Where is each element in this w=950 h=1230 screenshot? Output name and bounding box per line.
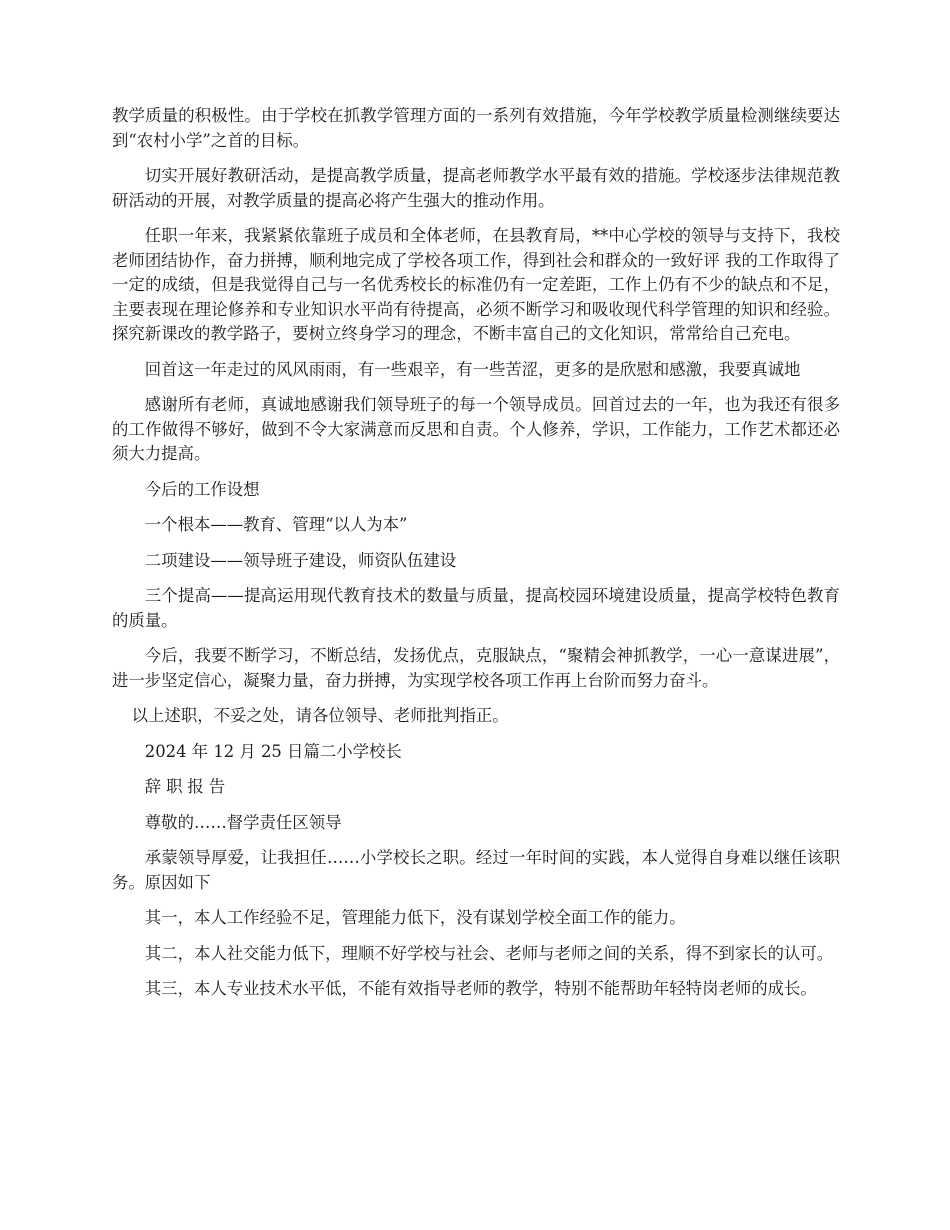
paragraph-resignation-intro: 承蒙领导厚爱，让我担任……小学校长之职。经过一年时间的实践，本人觉得自身难以继任该职务。原因如下 [112,848,840,892]
paragraph-two-constructions: 二项建设——领导班子建设，师资队伍建设 [144,550,457,570]
resignation-title: 辞职报告 [144,777,231,796]
paragraph-date-line: 2024 年 12 月 25 日篇二小学校长 [144,741,402,761]
paragraph-tenure-review: 任职一年来，我紧紧依靠班子成员和全体老师，在县教育局，**中心学校的领导与支持下，我校老师团结协作，奋力拼搏，顺利地完成了学校各项工作，得到社会和群众的一致好评 我的工作取得了一定的成绩，但是我觉得自己与一名优秀校长的标准仍有一定差距，工作上仍有不少的缺点和不足，主要表现在理论修养和专业知识水平尚有待提高，必须不断学习和吸收现代科学管理的知识和经验。探究新课改的教学路子，要树立终身学习的理念，不断丰富自己的文化知识，常常给自己充电。 [112,226,840,343]
paragraph-one-foundation: 一个根本——教育、管理“以人为本” [144,515,408,534]
paragraph-teaching-quality: 教学质量的积极性。由于学校在抓教学管理方面的一系列有效措施，今年学校教学质量检测继续要达到“农村小学”之首的目标。 [112,106,840,150]
paragraph-salutation: 尊敬的……督学责任区领导 [144,812,342,832]
paragraph-three-improvements: 三个提高——提高运用现代教育技术的数量与质量，提高校园环境建设质量，提高学校特色教育的质量。 [112,586,840,630]
paragraph-thanks: 感谢所有老师，真诚地感谢我们领导班子的每一个领导成员。回首过去的一年，也为我还有很多的工作做得不够好，做到不令大家满意而反思和自责。个人修养，学识，工作能力，工作艺术都还必须大力提高。 [112,395,840,463]
paragraph-research-activities: 切实开展好教研活动，是提高教学质量，提高老师教学水平最有效的措施。学校逐步法律规范教研活动的开展，对教学质量的提高必将产生强大的推动作用。 [112,166,840,210]
paragraph-reason-one: 其一，本人工作经验不足，管理能力低下，没有谋划学校全面工作的能力。 [144,908,686,927]
paragraph-reason-two: 其二，本人社交能力低下，理顺不好学校与社会、老师与老师之间的关系，得不到家长的认可。 [144,943,834,963]
paragraph-future-commitment: 今后，我要不断学习，不断总结，发扬优点，克服缺点，“聚精会神抓教学，一心一意谋进展”，进一步坚定信心，凝聚力量，奋力拼搏，为实现学校各项工作再上台阶而努力奋斗。 [112,646,840,690]
document-body [112,104,840,1013]
paragraph-future-plan-heading: 今后的工作设想 [144,479,260,499]
paragraph-looking-back: 回首这一年走过的风风雨雨，有一些艰辛，有一些苦涩，更多的是欣慰和感激，我要真诚地 [144,359,801,379]
paragraph-closing-remarks: 以上述职，不妥之处，请各位领导、老师批判指正。 [131,706,509,725]
paragraph-reason-three: 其三，本人专业技术水平低，不能有效指导老师的教学，特别不能帮助年轻特岗老师的成长。 [144,979,817,998]
